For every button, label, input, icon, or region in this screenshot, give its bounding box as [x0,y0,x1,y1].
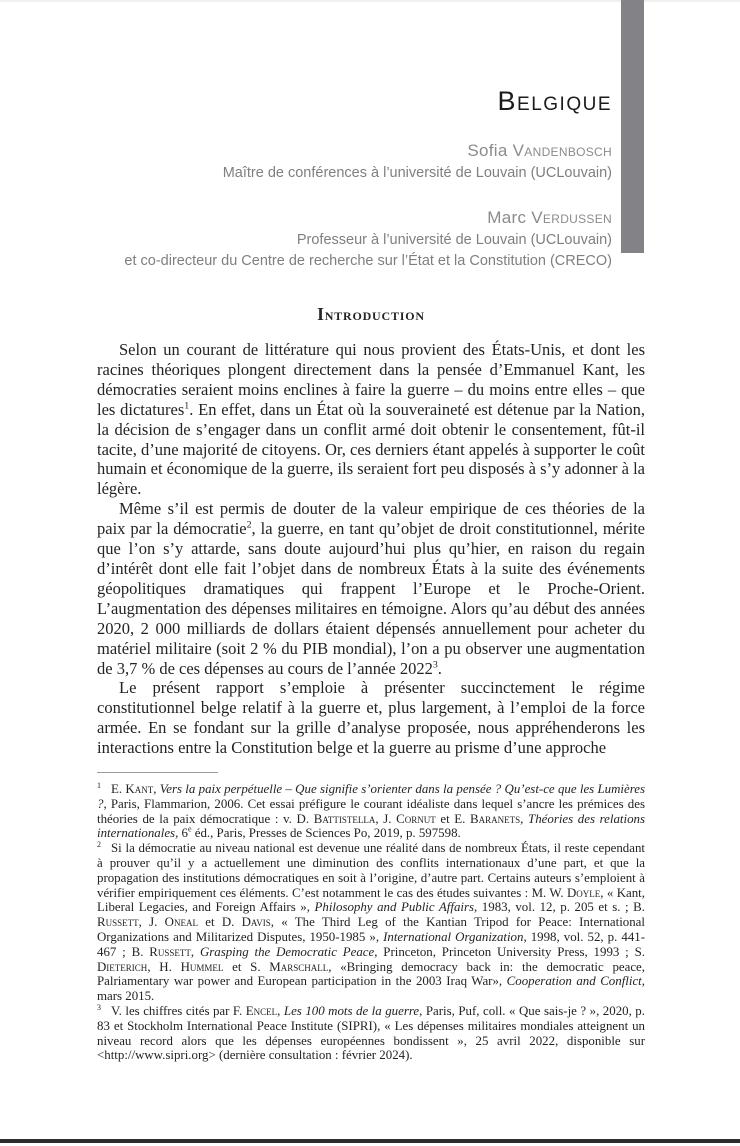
footnote-ref: 2 [97,839,101,849]
text-run: et E. [435,811,471,826]
text-run: Battistella [313,811,376,826]
text-run: Même s’il est permis de douter de la valeur empirique de ces théories de la paix par la démocratie [97,499,645,539]
text-run: Grasping the Democratic Peace [199,944,375,959]
text-run: , J. [375,811,397,826]
body-column [97,304,645,1063]
chapter-header [97,86,612,270]
text-run: . [437,658,442,678]
author-name [97,141,612,161]
footnote-separator [97,772,218,773]
page-bottom-rule [0,1139,740,1143]
text-run: , « The Third Leg of the Kantian Tripod for Peace: International Organizations and Militarized Disputes, 1950-1985 », [97,915,645,944]
author-block [97,208,612,270]
author-affiliation: et co-directeur du Centre de recherche sur l’État et la Constitution (CRECO) [124,253,612,269]
text-run: éd., Paris, Presses de Sciences Po, 2019, p. 597598. [191,826,461,841]
footnote-ref: 3 [97,1002,101,1012]
text-run: , [277,1003,284,1018]
footnote [97,782,645,841]
text-run: Les 100 mots de la guerre [283,1003,420,1018]
text-run: E. [111,782,126,797]
text-run: , la guerre, en tant qu’objet de droit constitutionnel, mérite que l’on s’y attarde, sans doute aujourd’hui plus qu’hier, en raison du regain d’intérêt dont elle fait l’objet dans de nombreux États à la suite des événements géopolitiques dramatiques qui frappent l’Europe et le Proche-Orient. L’augmentation des dépenses militaires en témoigne. Alors qu’au début des années 2020, 2 000 milliards de dollars étaient dépensés annuellement pour acheter du matériel militaire (soit 2 % du PIB mondial), l’on a pu observer une augmentation de 3,7 % de ces dépenses au cours de l’année 2022 [97,519,645,678]
footnote [97,1004,645,1063]
text-run: , [190,944,200,959]
text-run: , Princeton, Princeton University Press, 1993 ; S. [374,944,645,959]
footnote-ref: 2 [246,519,252,531]
text-run: , 1998, vol. 52, p. 441-467 ; B. [97,930,645,959]
author-name [97,208,612,228]
author-affiliation: Professeur à l’université de Louvain (UCLouvain) [296,232,612,248]
text-run: et S. [223,959,270,974]
text-run: Philosophy and Public Affairs [314,900,475,915]
text-run: , 6 [175,826,188,841]
text-run: Encel [245,1003,278,1018]
page-title: Belgique [497,86,612,116]
text-run: Russett [97,915,139,930]
header-decoration-bar [621,0,644,253]
text-run: Doyle [566,885,601,900]
text-run: Russett [149,944,191,959]
text-run: Davis [241,915,271,930]
author-first-name: Marc [487,208,527,227]
text-run: , [520,811,529,826]
text-run: Si la démocratie au niveau national est devenue une réalité dans de nombreux États, il reste cependant à prouver qu’il y a actuellement une diminution des conflits internationaux d’une part, et que la propagation des institutions démocratiques en soit à l’origine, d’autre part. Certains auteurs s’emploient à vérifier empiriquement ces éléments. C’est notamment le cas des études suivantes : M. W. [97,841,645,900]
text-run: Baranets [470,811,521,826]
text-run: , Paris, Flammarion, 2006. Cet essai préfigure le courant idéaliste dans lequel s’ancre les prémices des théories de la paix démocratique : v. D. [97,796,645,826]
text-run: , Paris, Puf, coll. « Que sais-je ? », 2020, p. 83 et Stockholm International Peace Institute (SIPRI), « Les dépenses militaires mondiales atteignent un niveau record alors que les dépenses européennes bondissent », 25 avril 2022, disponible sur <http://www.sipri.org> (dernière consultation : février 2024). [97,1003,645,1063]
text-run: Théories des relations internationales [97,811,645,841]
text-run: e [187,825,192,835]
text-run: Vers la paix perpétuelle – Que signifie s’orienter dans la pensée ? Qu’est-ce que les Lumières ? [97,782,646,811]
body-paragraph [97,499,645,678]
body-paragraph [97,678,645,758]
text-run: , «Bringing democracy back in: the democratic peace, Palriamentary war power and European participation in the 2003 Iraq War», [97,959,645,989]
text-run: , H. [147,959,181,974]
author-last-name: Verdussen [531,208,612,227]
text-run: Cooperation and Conflict [506,974,642,989]
text-run: Selon un courant de littérature qui nous provient des États-Unis, et dont les racines théoriques plongent directement dans la pensée d’Emmanuel Kant, les démocraties seraient moins enclines à faire la guerre – du moins entre elles – que les dictatures [97,340,645,419]
text-run: . En effet, dans un État où la souveraineté est détenue par la Nation, la décision de s’engager dans un conflit armé doit obtenir le consentement, fût-il tacite, d’une majorité de citoyens. Or, ces derniers étant appelés à supporter le coût humain et économique de la guerre, ils seraient fort peu disposés à s’y adonner à la légère. [97,399,645,499]
author-block [97,141,612,182]
footnote [97,841,645,1004]
footnote-ref: 1 [97,780,101,790]
text-run: Dieterich [97,959,148,974]
section-heading: Introduction [317,304,425,324]
text-run: Kant [125,782,154,797]
author-affiliation: Maître de conférences à l’université de Louvain (UCLouvain) [222,165,612,181]
text-run: Hummel [180,959,224,974]
text-run: Cornut [396,811,436,826]
author-first-name: Sofia [467,141,508,160]
text-run: Marschall [269,959,329,974]
text-run: et D. [197,915,242,930]
text-run: , mars 2015. [97,974,645,1004]
text-run: V. les chiffres cités par F. [111,1003,246,1018]
footnote-ref: 3 [432,659,438,670]
text-run: , [153,782,160,797]
text-run: , « Kant, Liberal Legacies, and Foreign Affairs », [97,885,645,915]
author-last-name: Vandenbosch [512,141,612,160]
body-paragraph [97,340,645,499]
text-run: Oneal [164,915,198,930]
text-run: Le présent rapport s’emploie à présenter succinctement le régime constitutionnel belge relatif à la guerre et, plus largement, à l’emploi de la force armée. En se fondant sur la grille d’analyse proposée, nous appréhenderons les interactions entre la Constitution belge et la guerre au prisme d’une approche [97,678,645,758]
text-run: International Organization [383,930,524,944]
text-run: , J. [138,915,165,930]
text-run: , 1983, vol. 12, p. 205 et s. ; B. [474,900,645,915]
footnote-ref: 1 [184,400,190,412]
